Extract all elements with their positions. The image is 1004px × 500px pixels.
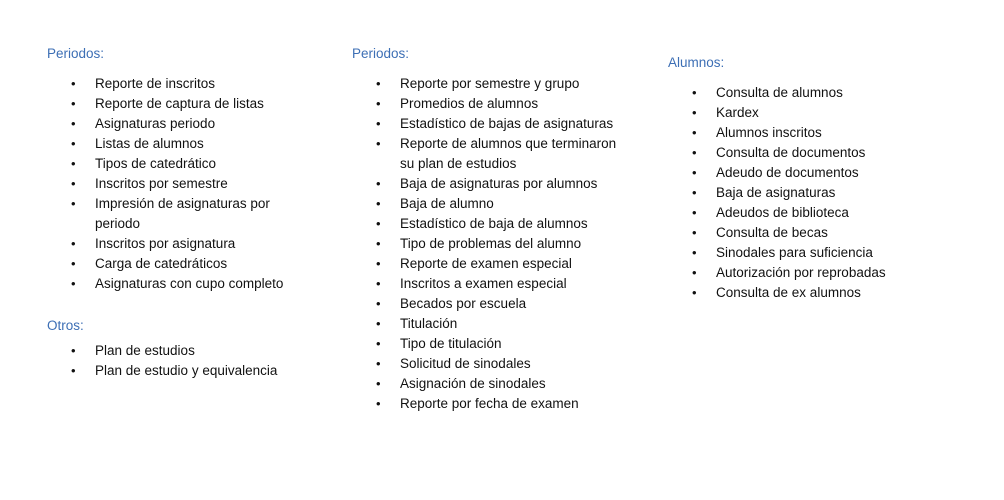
- list-item[interactable]: [668, 183, 928, 203]
- list-item[interactable]: [352, 74, 630, 94]
- list-item-label: Reporte por fecha de examen: [400, 396, 579, 411]
- list-item-label: Reporte por semestre y grupo: [400, 76, 580, 91]
- list-item[interactable]: [352, 334, 630, 354]
- list-item[interactable]: [352, 234, 630, 254]
- list-item[interactable]: [352, 194, 630, 214]
- bullet-icon: •: [71, 276, 76, 291]
- bullet-icon: •: [376, 196, 381, 211]
- list-item-label: Solicitud de sinodales: [400, 356, 531, 371]
- list-item[interactable]: [47, 194, 305, 234]
- list-item-label: Baja de asignaturas: [716, 185, 836, 200]
- list-item[interactable]: [47, 361, 305, 381]
- list-item-label: Inscritos a examen especial: [400, 276, 567, 291]
- list-item-label: Asignaturas con cupo completo: [95, 276, 284, 291]
- list-item[interactable]: [668, 243, 928, 263]
- list-item[interactable]: [668, 123, 928, 143]
- list-item-label: Impresión de asignaturas por periodo: [95, 196, 270, 231]
- bullet-icon: •: [376, 276, 381, 291]
- heading-periodos-2: Periodos:: [352, 46, 410, 61]
- list-item-label: Listas de alumnos: [95, 136, 204, 151]
- otros-list: [47, 341, 307, 381]
- bullet-icon: •: [71, 343, 76, 358]
- list-item[interactable]: [352, 314, 630, 334]
- bullet-icon: •: [376, 116, 381, 131]
- bullet-icon: •: [376, 236, 381, 251]
- list-item-label: Estadístico de bajas de asignaturas: [400, 116, 614, 131]
- list-item-label: Becados por escuela: [400, 296, 527, 311]
- list-item[interactable]: [47, 174, 305, 194]
- bullet-icon: •: [692, 185, 697, 200]
- list-item-label: Reporte de inscritos: [95, 76, 216, 91]
- bullet-icon: •: [71, 363, 76, 378]
- bullet-icon: •: [71, 256, 76, 271]
- bullet-icon: •: [376, 296, 381, 311]
- list-item[interactable]: [668, 263, 928, 283]
- list-item-label: Reporte de captura de listas: [95, 96, 264, 111]
- list-item[interactable]: [352, 134, 630, 174]
- list-item-label: Plan de estudios: [95, 343, 195, 358]
- bullet-icon: •: [376, 316, 381, 331]
- bullet-icon: •: [376, 176, 381, 191]
- list-item[interactable]: [47, 134, 305, 154]
- list-item-label: Autorización por reprobadas: [716, 265, 886, 280]
- bullet-icon: •: [692, 165, 697, 180]
- bullet-icon: •: [692, 125, 697, 140]
- list-item[interactable]: [352, 374, 630, 394]
- list-item[interactable]: [47, 254, 305, 274]
- bullet-icon: •: [692, 285, 697, 300]
- bullet-icon: •: [692, 145, 697, 160]
- list-item-label: Estadístico de baja de alumnos: [400, 216, 588, 231]
- alumnos-list: [668, 83, 928, 303]
- bullet-icon: •: [376, 396, 381, 411]
- list-item-label: Tipo de titulación: [400, 336, 502, 351]
- column-periodos-otros: [47, 46, 307, 381]
- list-item-label: Tipo de problemas del alumno: [400, 236, 582, 251]
- list-item-label: Baja de alumno: [400, 196, 494, 211]
- bullet-icon: •: [71, 156, 76, 171]
- bullet-icon: •: [376, 96, 381, 111]
- list-item-label: Consulta de alumnos: [716, 85, 843, 100]
- list-item-label: Adeudos de biblioteca: [716, 205, 849, 220]
- list-item-label: Inscritos por semestre: [95, 176, 228, 191]
- list-item-label: Tipos de catedrático: [95, 156, 217, 171]
- list-item[interactable]: [47, 341, 305, 361]
- list-item-label: Sinodales para suficiencia: [716, 245, 873, 260]
- column-alumnos: [668, 55, 928, 303]
- list-item-label: Adeudo de documentos: [716, 165, 859, 180]
- list-item[interactable]: [352, 274, 630, 294]
- bullet-icon: •: [692, 205, 697, 220]
- bullet-icon: •: [71, 76, 76, 91]
- bullet-icon: •: [71, 136, 76, 151]
- bullet-icon: •: [376, 216, 381, 231]
- list-item[interactable]: [668, 223, 928, 243]
- bullet-icon: •: [376, 376, 381, 391]
- column-periodos-2: [352, 46, 632, 414]
- bullet-icon: •: [692, 245, 697, 260]
- list-item[interactable]: [352, 94, 630, 114]
- list-item-label: Asignación de sinodales: [400, 376, 546, 391]
- bullet-icon: •: [71, 96, 76, 111]
- periodos-list-2: [352, 74, 632, 414]
- list-item[interactable]: [352, 394, 630, 414]
- heading-alumnos: Alumnos:: [668, 55, 725, 70]
- list-item[interactable]: [47, 74, 305, 94]
- list-item[interactable]: [352, 354, 630, 374]
- list-item-label: Baja de asignaturas por alumnos: [400, 176, 598, 191]
- list-item[interactable]: [668, 203, 928, 223]
- list-item[interactable]: [668, 143, 928, 163]
- list-item[interactable]: [668, 283, 928, 303]
- list-item[interactable]: [668, 83, 928, 103]
- heading-periodos-1: Periodos:: [47, 46, 105, 61]
- list-item[interactable]: [47, 114, 305, 134]
- list-item-label: Consulta de ex alumnos: [716, 285, 861, 300]
- list-item-label: Promedios de alumnos: [400, 96, 539, 111]
- list-item-label: Alumnos inscritos: [716, 125, 822, 140]
- list-item-label: Reporte de examen especial: [400, 256, 572, 271]
- bullet-icon: •: [376, 256, 381, 271]
- list-item[interactable]: [352, 254, 630, 274]
- list-item-label: Carga de catedráticos: [95, 256, 228, 271]
- bullet-icon: •: [376, 136, 381, 151]
- list-item-label: Consulta de becas: [716, 225, 828, 240]
- bullet-icon: •: [692, 265, 697, 280]
- bullet-icon: •: [376, 76, 381, 91]
- heading-otros: Otros:: [47, 318, 84, 333]
- bullet-icon: •: [692, 225, 697, 240]
- list-item[interactable]: [47, 94, 305, 114]
- list-item[interactable]: [352, 174, 630, 194]
- list-item[interactable]: [352, 214, 630, 234]
- list-item-label: Reporte de alumnos que terminaron su plan de estudios: [400, 136, 617, 171]
- list-item-label: Titulación: [400, 316, 458, 331]
- list-item-label: Inscritos por asignatura: [95, 236, 236, 251]
- list-item[interactable]: [352, 114, 630, 134]
- bullet-icon: •: [692, 85, 697, 100]
- bullet-icon: •: [376, 336, 381, 351]
- bullet-icon: •: [71, 116, 76, 131]
- list-item[interactable]: [668, 163, 928, 183]
- list-item-label: Consulta de documentos: [716, 145, 866, 160]
- periodos-list-1: [47, 74, 307, 294]
- list-item[interactable]: [47, 274, 305, 294]
- bullet-icon: •: [71, 196, 76, 211]
- list-item-label: Asignaturas periodo: [95, 116, 216, 131]
- list-item[interactable]: [47, 154, 305, 174]
- list-item-label: Kardex: [716, 105, 759, 120]
- list-item-label: Plan de estudio y equivalencia: [95, 363, 278, 378]
- list-item[interactable]: [352, 294, 630, 314]
- bullet-icon: •: [71, 176, 76, 191]
- bullet-icon: •: [692, 105, 697, 120]
- list-item[interactable]: [47, 234, 305, 254]
- bullet-icon: •: [71, 236, 76, 251]
- bullet-icon: •: [376, 356, 381, 371]
- list-item[interactable]: [668, 103, 928, 123]
